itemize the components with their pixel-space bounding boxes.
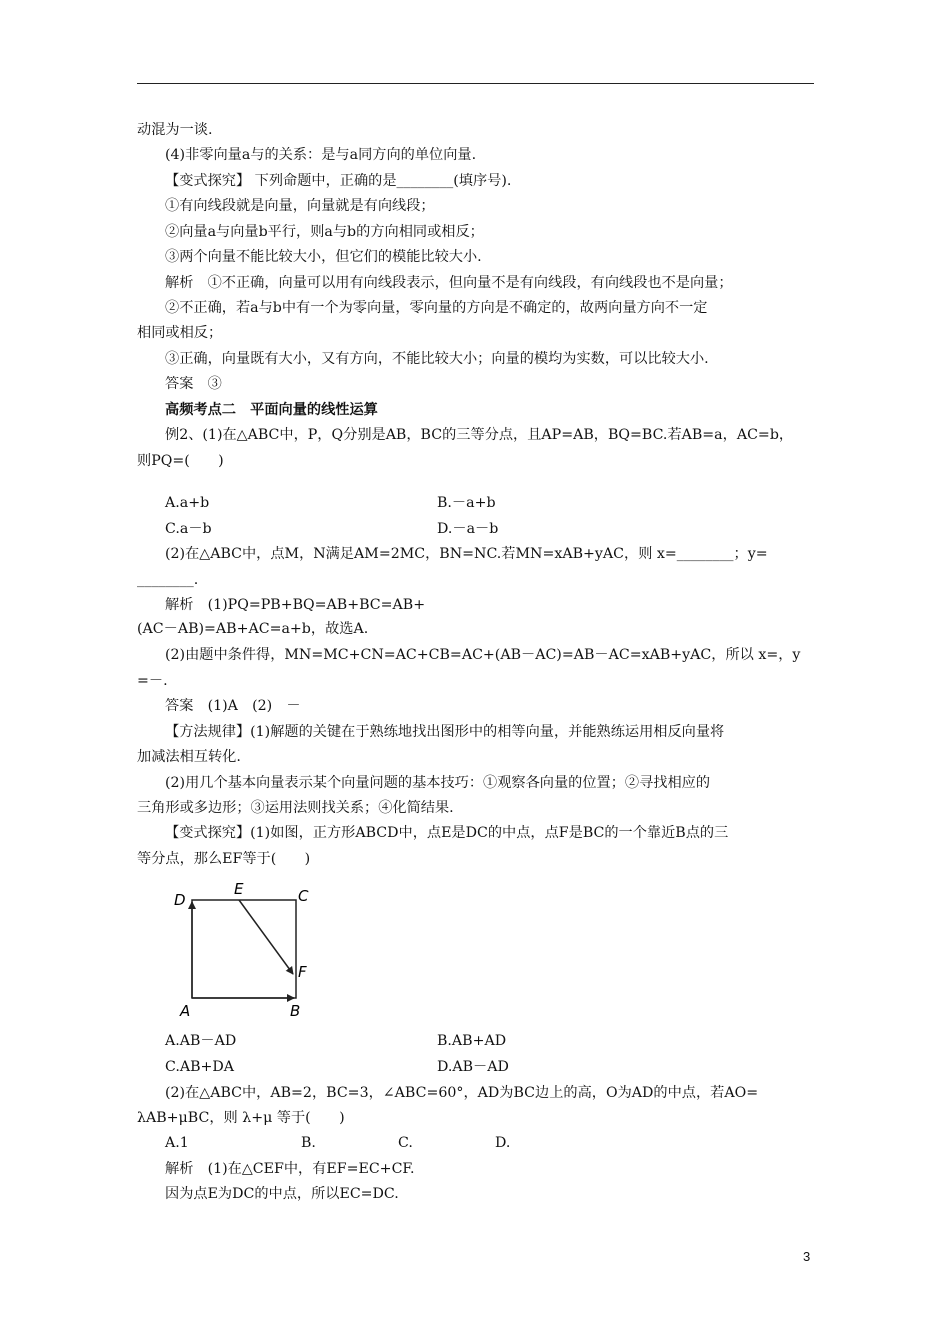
text-line: ②不正确，若a与b中有一个为零向量，零向量的方向是不确定的，故两向量方向不一定 (165, 300, 708, 316)
label-b: B (290, 1002, 301, 1018)
text-line: ③正确，向量既有大小，又有方向，不能比较大小；向量的模均为实数，可以比较大小. (165, 351, 709, 367)
label-a: A (180, 1002, 191, 1018)
choice-d: D. (495, 1135, 511, 1151)
text-line: 【方法规律】(1)解题的关键在于熟练地找出图形中的相等向量，并能熟练运用相反向量将 (165, 724, 725, 740)
choice-d: D.－a－b (437, 521, 499, 537)
text-line: 加减法相互转化. (137, 749, 241, 765)
text-line: λAB+μBC，则 λ+μ 等于( ) (137, 1110, 345, 1126)
text-line: 三角形或多边形；③运用法则找关系；④化简结果. (137, 800, 454, 816)
text-line: 等分点，那么EF等于( ) (137, 851, 311, 867)
text-line: 答案 ③ (165, 376, 222, 392)
text-line: (AC－AB)=AB+AC=a+b，故选A. (137, 621, 369, 637)
choice-b: B.－a+b (437, 495, 496, 511)
choice-c: C.a－b (165, 521, 212, 537)
text-line: 例2、(1)在△ABC中，P，Q分别是AB，BC的三等分点，且AP=AB，BQ=BC.若AB=a，AC=b， (165, 427, 794, 443)
choice-b: B.AB+AD (437, 1033, 507, 1049)
text-line: ①有向线段就是向量，向量就是有向线段； (165, 198, 435, 214)
text-line: (2)用几个基本向量表示某个向量问题的基本技巧：①观察各向量的位置；②寻找相应的 (165, 775, 711, 791)
text-line: ________. (137, 572, 199, 588)
choice-a: A.AB－AD (165, 1033, 237, 1049)
choice-a: A.a+b (165, 495, 210, 511)
text-line: 解析 (1)在△CEF中，有EF=EC+CF. (165, 1161, 415, 1177)
choice-c: C. (398, 1135, 413, 1151)
text-line: 【变式探究】 下列命题中，正确的是________(填序号). (165, 173, 512, 189)
choice-b: B. (301, 1135, 316, 1151)
text-line: (2)在△ABC中，点M，N满足AM=2MC，BN=NC.若MN=xAB+yAC，则 x=________；y= (165, 546, 768, 562)
text-line: 相同或相反； (137, 325, 223, 341)
text-line: ③两个向量不能比较大小，但它们的模能比较大小. (165, 249, 482, 265)
choice-c: C.AB+DA (165, 1059, 235, 1075)
text-line: (4)非零向量a与的关系：是与a同方向的单位向量. (165, 147, 477, 163)
square-figure (168, 878, 328, 1018)
text-line: 答案 (1)A (2) － (165, 698, 301, 714)
vector-ef (239, 900, 293, 974)
text-line: (2)在△ABC中，AB=2，BC=3，∠ABC=60°，AD为BC边上的高，O为AD的中点，若AO= (165, 1085, 759, 1101)
label-e: E (234, 880, 244, 898)
text-line: 则PQ=( ) (137, 453, 224, 469)
text-line: 解析 ①不正确，向量可以用有向线段表示，但向量不是有向线段，有向线段也不是向量； (165, 275, 733, 291)
section-heading: 高频考点二 平面向量的线性运算 (165, 402, 378, 418)
header-rule (137, 83, 814, 84)
square-abcd (192, 900, 296, 998)
choice-d: D.AB－AD (437, 1059, 509, 1075)
page-number: 3 (803, 1249, 811, 1264)
label-c: C (298, 887, 309, 905)
text-line: 解析 (1)PQ=PB+BQ=AB+BC=AB+ (165, 597, 426, 613)
text-line: (2)由题中条件得，MN=MC+CN=AC+CB=AC+(AB－AC)=AB－AC=xAB+yAC，所以 x=，y (165, 647, 801, 663)
label-f: F (298, 963, 307, 981)
text-line: =－. (137, 673, 168, 689)
text-line: ②向量a与向量b平行，则a与b的方向相同或相反； (165, 224, 484, 240)
label-d: D (174, 891, 186, 909)
text-line: 【变式探究】(1)如图，正方形ABCD中，点E是DC的中点，点F是BC的一个靠近B点的三 (165, 825, 729, 841)
text-line: 动混为一谈. (137, 122, 213, 138)
text-line: 因为点E为DC的中点，所以EC=DC. (165, 1186, 399, 1202)
choice-a: A.1 (165, 1135, 189, 1151)
